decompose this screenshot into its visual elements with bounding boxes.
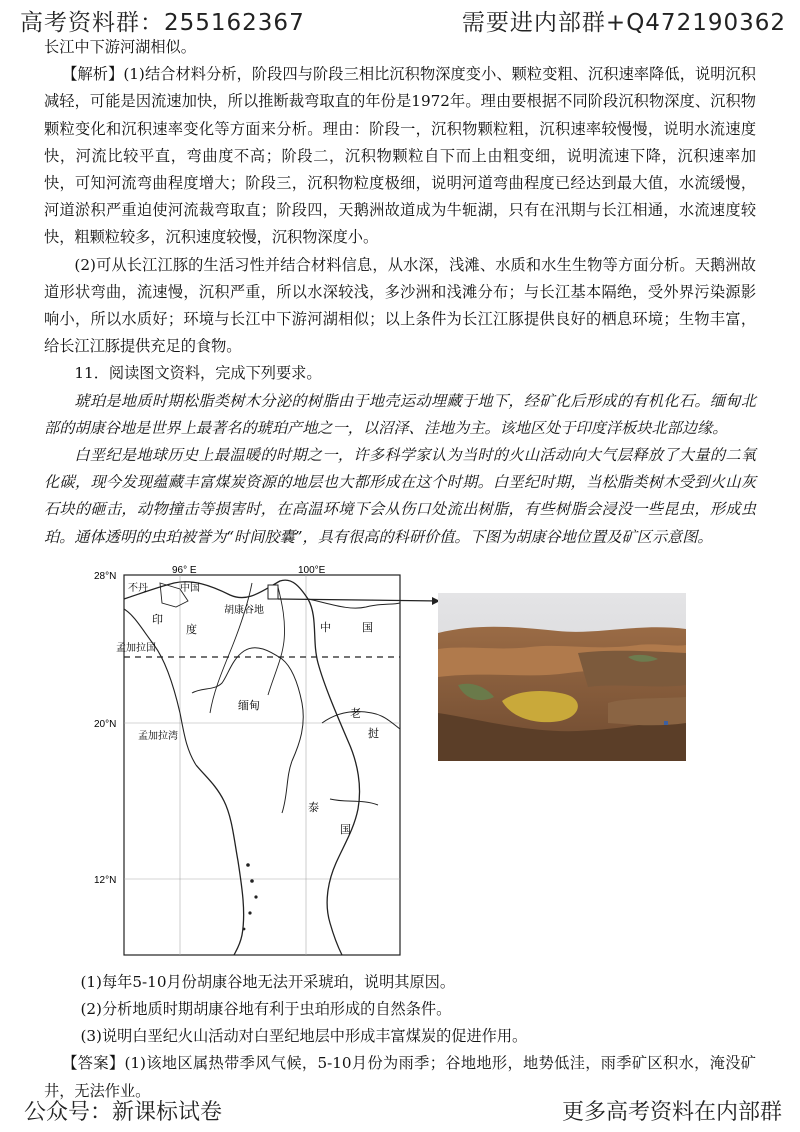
question-1: (1)每年5-10月份胡康谷地无法开采琥珀，说明其原因。 <box>80 972 456 991</box>
footer-wechat: 公众号：新课标试卷 <box>24 1100 223 1125</box>
place-bhutan: 不丹 <box>128 582 148 594</box>
material-amber: 琥珀是地质时期松脂类树木分泌的树脂由于地壳运动埋藏于地下，经矿化后形成的有机化石。缅甸北部的胡康谷地是世界上最著名的琥珀产地之一，以沼泽、洼地为主。该地区处于印度洋板块北部边缘。 <box>44 391 756 437</box>
document-body <box>44 34 756 1105</box>
header-group-number: 高考资料群：255162367 <box>20 10 305 36</box>
footer-more-info: 更多高考资料在内部群 <box>561 1100 782 1125</box>
place-myanmar: 缅甸 <box>238 699 260 712</box>
material-cretaceous: 白垩纪是地球历史上最温暖的时期之一，许多科学家认为当时的火山活动向大气层释放了大量的二氧化碳，现今发现蕴藏丰富煤炭资源的地层也大都形成在这个时期。白垩纪时期，当松脂类树木受到火山灰石块的砸击，动物撞击等损害时，在高温环境下会从伤口处流出树脂，有些树脂会浸没一些昆虫，形成虫珀。通体透明的虫珀被誉为“时间胶囊”，具有很高的科研价值。下图为胡康谷地位置及矿区示意图。 <box>44 446 756 546</box>
place-thailand-2: 国 <box>340 823 351 836</box>
question-11-heading: 11．阅读图文资料，完成下列要求。 <box>74 364 322 383</box>
place-bay-of-bengal: 孟加拉湾 <box>138 730 178 742</box>
header-contact: 需要进内部群+Q472190362 <box>461 10 786 36</box>
place-china-top: 中国 <box>180 582 200 594</box>
paragraph-continuation: 长江中下游河湖相似。 <box>44 38 196 56</box>
question-3: (3)说明白垩纪火山活动对白垩纪地层中形成丰富煤炭的促进作用。 <box>80 1027 528 1046</box>
question-list <box>44 969 756 1051</box>
paragraph-analysis-1: 【解析】(1)结合材料分析，阶段四与阶段三相比沉积物深度变小、颗粒变粗、沉积速率降低，说明沉积减轻，可能是因流速加快，所以推断裁弯取直的年份是1972年。理由要根据不同阶段沉积物深度、沉积物颗粒变化和沉积速率变化等方面来分析。理由：阶段一，沉积物颗粒粗，沉积速率较慢慢，说明水流速度快，河流比较平直，弯曲度不高；阶段二，沉积物颗粒自下而上由粗变细，说明流速下降，沉积速率加快，可知河流弯曲程度增大；阶段三，沉积物粒度极细，说明河道弯曲程度已经达到最大值，水流缓慢，河道淤积严重迫使河流裁弯取直；阶段四，天鹅洲故道成为牛轭湖，只有在汛期与长江相通，水流速度较快，粗颗粒较多，沉积速度较慢，沉积物深度小。 <box>44 65 756 247</box>
lat-label-20: 20°N <box>94 718 117 730</box>
figure-map-and-photo <box>44 555 756 963</box>
paragraph-analysis-2: (2)可从长江江豚的生活习性并结合材料信息，从水深，浅滩、水质和水生生物等方面分析。天鹅洲故道形状弯曲，流速慢，沉积严重，所以水深较浅，多沙洲和浅滩分布；与长江基本隔绝，受外界污染源影响小，所以水质好；环境与长江中下游河湖相似；以上条件为长江江豚提供良好的栖息环境；生物丰富，给长江江豚提供充足的食物。 <box>44 255 756 356</box>
lat-label-28: 28°N <box>94 570 117 582</box>
place-hukawng: 胡康谷地 <box>224 604 264 616</box>
place-laos-1: 老 <box>350 707 361 720</box>
lon-label-96: 96° E <box>172 564 197 576</box>
place-china-1: 中 <box>320 621 331 634</box>
place-thailand-1: 泰 <box>308 801 319 814</box>
place-china-2: 国 <box>362 621 373 634</box>
place-india-2: 度 <box>186 623 197 636</box>
place-bangladesh: 孟加拉国 <box>116 642 156 654</box>
location-map <box>94 563 404 961</box>
lon-label-100: 100°E <box>298 564 326 576</box>
mine-photo <box>438 593 686 761</box>
lat-label-12: 12°N <box>94 874 117 886</box>
question-2: (2)分析地质时期胡康谷地有利于虫珀形成的自然条件。 <box>80 1000 452 1019</box>
place-laos-2: 挝 <box>368 727 379 740</box>
place-india-1: 印 <box>152 613 163 626</box>
answer: 【答案】(1)该地区属热带季风气候，5-10月份为雨季；谷地地形，地势低洼，雨季矿区积水，淹没矿井，无法作业。 <box>44 1054 756 1100</box>
